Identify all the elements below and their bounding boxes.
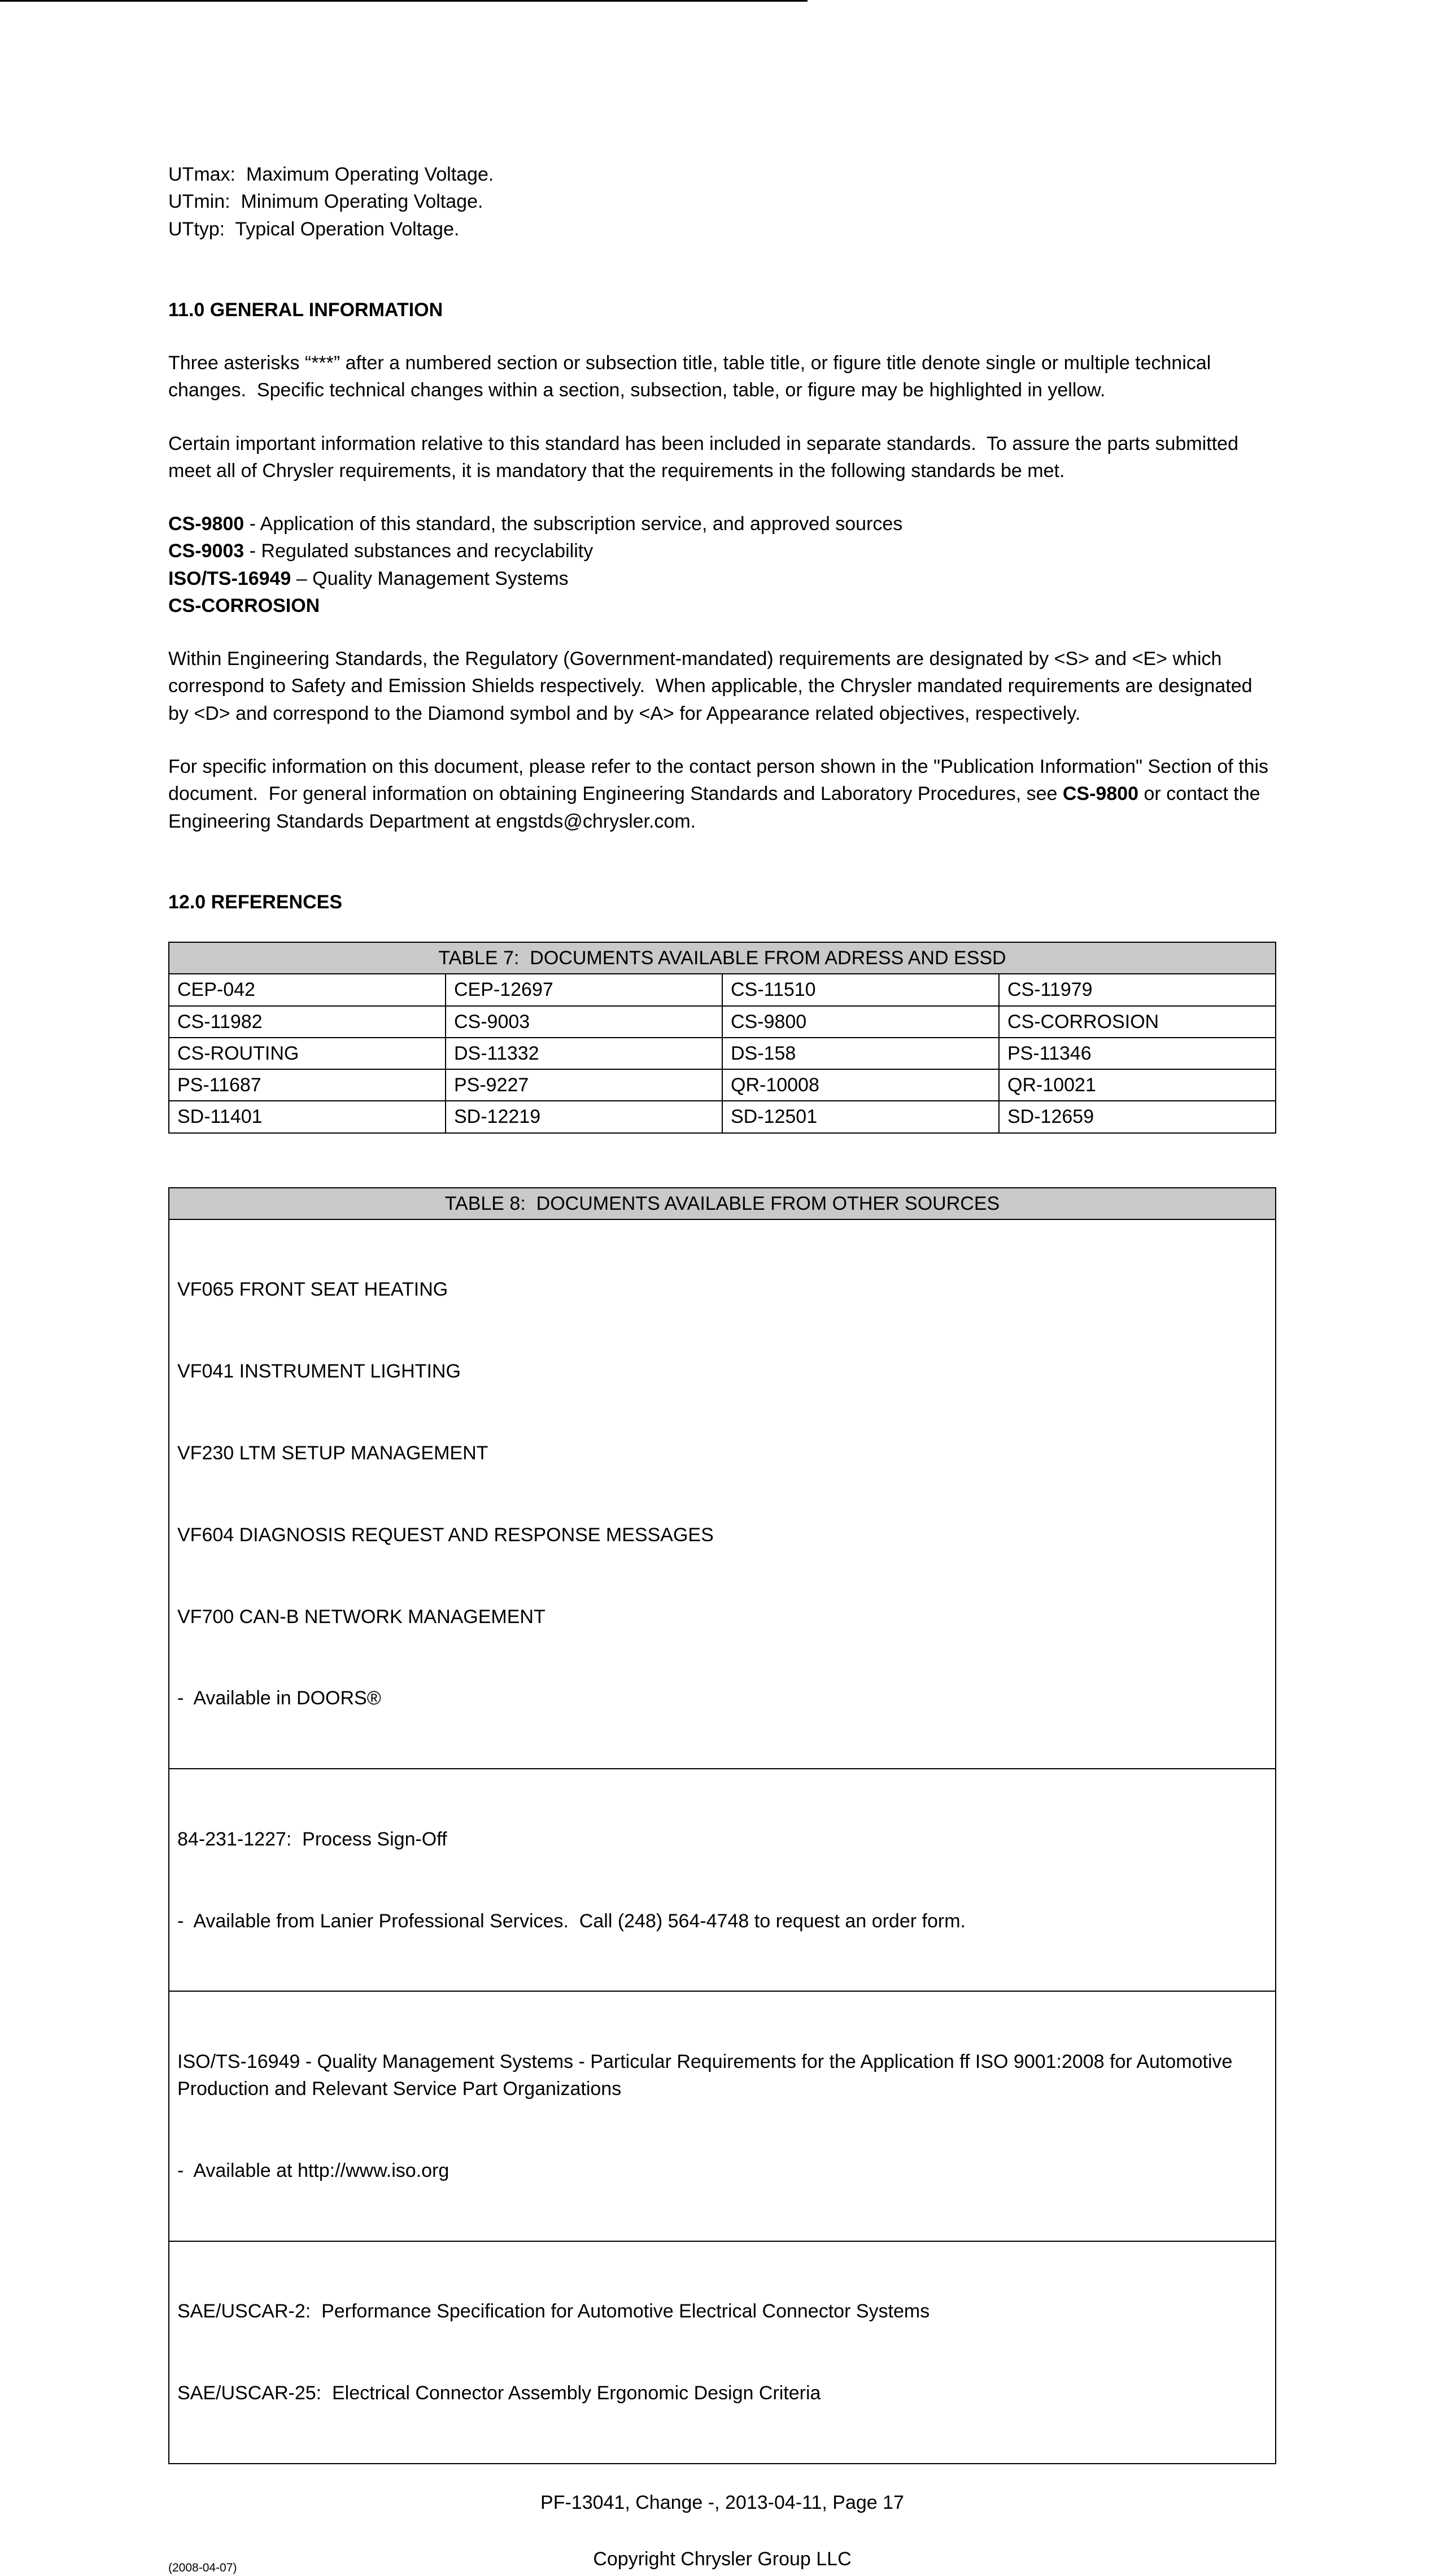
table-cell-sae-uscar: [169, 2241, 1276, 2464]
page-top-rule: [0, 0, 808, 2]
voltage-definitions: [168, 161, 1276, 243]
page-footer: [168, 2489, 1276, 2573]
standard-item-cscorrosion: [168, 592, 1276, 619]
table-cell: QR-10021: [999, 1069, 1276, 1101]
table-cell: CS-11982: [169, 1006, 446, 1038]
definition-line-utmax: UTmax: Maximum Operating Voltage.: [168, 164, 494, 185]
contact-info-cs9800: CS-9800: [1062, 783, 1139, 805]
paragraph-separate-standards: Certain important information relative to this standard has been included in separate standards. To assure the parts submitted meet all of Chrysler requirements, it is mandatory that the requirements in the following standards be met.: [168, 432, 1244, 482]
table-row: [169, 2241, 1276, 2464]
cell-line: - Available at http://www.iso.org: [177, 2159, 450, 2181]
cell-line: VF230 LTM SETUP MANAGEMENT: [177, 1442, 488, 1464]
standard-desc: - Application of this standard, the subscription service, and approved sources: [244, 513, 903, 535]
table-cell: SD-12659: [999, 1101, 1276, 1132]
table-header-row: [169, 1188, 1276, 1219]
table-cell: SD-12219: [446, 1101, 722, 1132]
table-documents-other-sources: [168, 1187, 1276, 2464]
cell-line: VF065 FRONT SEAT HEATING: [177, 1279, 448, 1301]
definition-line-uttyp: UTtyp: Typical Operation Voltage.: [168, 218, 460, 240]
section-heading-general-information: 11.0 GENERAL INFORMATION: [168, 299, 443, 321]
table-cell: CS-9800: [722, 1006, 999, 1038]
table-row: [169, 1069, 1276, 1101]
table-row: [169, 1991, 1276, 2241]
table-header-row: [169, 942, 1276, 974]
standard-code: CS-9800: [168, 513, 245, 535]
standard-desc: - Regulated substances and recyclability: [244, 540, 594, 562]
table-cell: SD-11401: [169, 1101, 446, 1132]
table-cell: CS-11979: [999, 974, 1276, 1005]
table-row: [169, 1006, 1276, 1038]
table-cell: CEP-042: [169, 974, 446, 1005]
standards-list: [168, 510, 1276, 619]
standard-desc: – Quality Management Systems: [291, 567, 569, 589]
table-cell: CEP-12697: [446, 974, 722, 1005]
table-cell: SD-12501: [722, 1101, 999, 1132]
table-cell: DS-158: [722, 1038, 999, 1069]
definition-line-utmin: UTmin: Minimum Operating Voltage.: [168, 191, 483, 213]
cell-line: SAE/USCAR-2: Performance Specification for Automotive Electrical Connector Systems: [177, 2301, 930, 2323]
table-row: [169, 1101, 1276, 1132]
table-cell: PS-11346: [999, 1038, 1276, 1069]
table-documents-adress-essd: [168, 942, 1276, 1134]
cell-line: - Available in DOORS®: [177, 1687, 381, 1709]
footer-copyright: Copyright Chrysler Group LLC: [593, 2548, 852, 2570]
contact-info-text-after: or contact the Engineering Standards Department at engstds@chrysler.com.: [168, 783, 1266, 832]
section-heading-references: 12.0 REFERENCES: [168, 891, 342, 913]
cell-line: SAE/USCAR-25: Electrical Connector Assembly Ergonomic Design Criteria: [177, 2382, 821, 2404]
table-cell: DS-11332: [446, 1038, 722, 1069]
paragraph-asterisks: Three asterisks “***” after a numbered section or subsection title, table title, or figure title denote single or multiple technical changes. Specific technical changes within a section, subsection, table, or figure may be highlighted in yellow.: [168, 352, 1216, 401]
contact-info-text-before: For specific information on this document, please refer to the contact person shown in the "Publication Information" Section of this document. For general information on obtaining Engineering Standards and Laboratory Procedures, see: [168, 755, 1274, 805]
standard-item-isots16949: [168, 565, 1276, 592]
paragraph-contact-info: [168, 753, 1276, 835]
standard-code: CS-CORROSION: [168, 594, 320, 616]
footer-copyright-row: [168, 2546, 1276, 2573]
footer-revision-date: (2008-04-07): [168, 2561, 237, 2574]
standard-item-cs9800: [168, 510, 1276, 537]
cell-line: VF604 DIAGNOSIS REQUEST AND RESPONSE MESSAGES: [177, 1524, 714, 1546]
table-cell: CS-11510: [722, 974, 999, 1005]
table-cell: PS-11687: [169, 1069, 446, 1101]
table-row: [169, 1219, 1276, 1769]
table-cell: CS-9003: [446, 1006, 722, 1038]
document-page: [168, 161, 1276, 2573]
table-cell: CS-CORROSION: [999, 1006, 1276, 1038]
table-row: [169, 1038, 1276, 1069]
table-cell: CS-ROUTING: [169, 1038, 446, 1069]
table7-title: TABLE 7: DOCUMENTS AVAILABLE FROM ADRESS AND ESSD: [169, 942, 1276, 974]
table-row: [169, 974, 1276, 1005]
table-cell: PS-9227: [446, 1069, 722, 1101]
table-cell-vf-documents: [169, 1219, 1276, 1769]
table-row: [169, 1769, 1276, 1991]
standard-code: ISO/TS-16949: [168, 567, 291, 589]
paragraph-regulatory-shields: Within Engineering Standards, the Regulatory (Government-mandated) requirements are designated by <S> and <E> which correspond to Safety and Emission Shields respectively. When applicable, the Chrysler mandated requirements are designated by <D> and correspond to the Diamond symbol and by <A> for Appearance related objectives, respectively.: [168, 648, 1258, 724]
footer-document-id: PF-13041, Change -, 2013-04-11, Page 17: [540, 2491, 904, 2513]
table-cell-isots16949: [169, 1991, 1276, 2241]
cell-line: ISO/TS-16949 - Quality Management Systems - Particular Requirements for the Application ff ISO 9001:2008 for Automotive Production and Relevant Service Part Organizations: [177, 2050, 1238, 2100]
cell-line: VF041 INSTRUMENT LIGHTING: [177, 1361, 461, 1383]
table-cell: QR-10008: [722, 1069, 999, 1101]
table-cell-process-signoff: [169, 1769, 1276, 1991]
cell-line: VF700 CAN-B NETWORK MANAGEMENT: [177, 1606, 546, 1628]
cell-line: 84-231-1227: Process Sign-Off: [177, 1828, 447, 1850]
standard-code: CS-9003: [168, 540, 245, 562]
standard-item-cs9003: [168, 537, 1276, 565]
table8-title: TABLE 8: DOCUMENTS AVAILABLE FROM OTHER SOURCES: [169, 1188, 1276, 1219]
cell-line: - Available from Lanier Professional Services. Call (248) 564-4748 to request an order form.: [177, 1910, 966, 1932]
